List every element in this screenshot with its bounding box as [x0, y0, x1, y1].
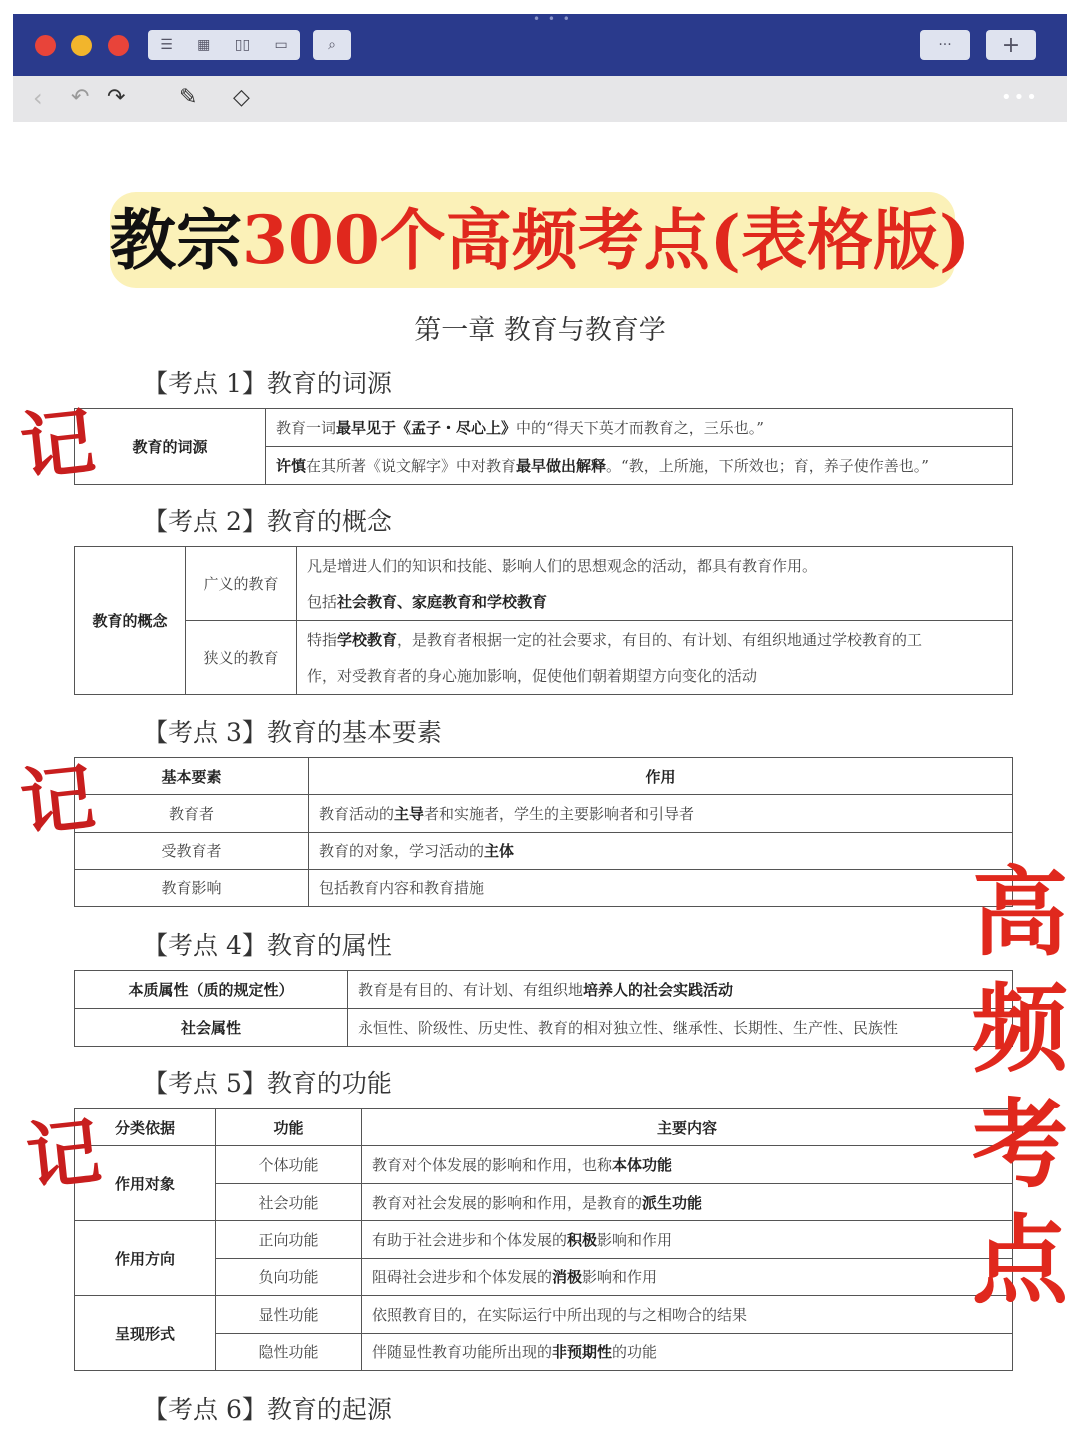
undo-icon[interactable]: ↶	[71, 85, 90, 110]
table-cell: 社会属性	[75, 1009, 348, 1047]
side-note-char: 频	[972, 972, 1068, 1085]
attributes-table	[74, 970, 1013, 1047]
table-cell: 凡是增进人们的知识和技能、影响人们的思想观念的活动，都具有教育作用。	[297, 547, 1013, 584]
book-icon[interactable]: ▯▯	[234, 37, 251, 53]
memo-mark: 记	[16, 398, 99, 492]
side-note-char: 高	[972, 856, 1068, 969]
table-cell: 教育活动的主导者和实施者，学生的主要影响者和引导者	[309, 795, 1013, 832]
elements-table	[74, 757, 1013, 907]
table-cell: 作，对受教育者的身心施加影响，促使他们朝着期望方向变化的活动	[297, 658, 1013, 695]
table-cell: 教育对个体发展的影响和作用，也称本体功能	[362, 1146, 1013, 1183]
point-heading-6: 【考点 6】教育的起源	[143, 1395, 392, 1424]
point-heading-3: 【考点 3】教育的基本要素	[143, 718, 442, 747]
table-cell: 正向功能	[216, 1221, 362, 1258]
table-cell: 有助于社会进步和个体发展的积极影响和作用	[362, 1221, 1013, 1258]
table-cell: 广义的教育	[186, 547, 297, 621]
redo-icon[interactable]: ↷	[107, 85, 126, 110]
point-heading-4: 【考点 4】教育的属性	[143, 931, 392, 960]
table-cell: 教育对社会发展的影响和作用，是教育的派生功能	[362, 1183, 1013, 1220]
memo-mark: 记	[16, 754, 99, 848]
chapter-heading: 第一章 教育与教育学	[414, 315, 666, 346]
table-cell: 本质属性（质的规定性）	[75, 971, 348, 1009]
table-cell: 负向功能	[216, 1258, 362, 1295]
table-header: 主要内容	[362, 1109, 1013, 1146]
table-cell: 个体功能	[216, 1146, 362, 1183]
table-cell: 教育是有目的、有计划、有组织地培养人的社会实践活动	[348, 971, 1013, 1009]
point-heading-2: 【考点 2】教育的概念	[143, 507, 392, 536]
minimize-window-button[interactable]	[71, 35, 92, 56]
table-cell: 显性功能	[216, 1296, 362, 1333]
table-cell: 阻碍社会进步和个体发展的消极影响和作用	[362, 1258, 1013, 1295]
table-cell: 教育者	[75, 795, 309, 832]
table-cell: 社会功能	[216, 1183, 362, 1220]
plus-icon: +	[1001, 32, 1021, 58]
point-heading-5: 【考点 5】教育的功能	[143, 1069, 392, 1098]
memo-mark: 记	[22, 1108, 105, 1202]
table-row-head: 教育的词源	[75, 409, 266, 485]
etymology-table	[74, 408, 1013, 485]
view-switcher	[148, 30, 300, 60]
layout-icon[interactable]: ▭	[274, 37, 288, 53]
table-cell: 教育影响	[75, 869, 309, 906]
title-part-red: 300个高频考点(表格版)	[242, 201, 971, 279]
table-cell: 包括社会教育、家庭教育和学校教育	[297, 584, 1013, 621]
back-icon[interactable]: ‹	[33, 84, 43, 112]
maximize-window-button[interactable]	[108, 35, 129, 56]
table-header: 作用	[309, 758, 1013, 795]
window-titlebar	[13, 14, 1067, 76]
table-cell: 包括教育内容和教育措施	[309, 869, 1013, 906]
title-part-black: 教宗	[110, 201, 242, 279]
table-header: 分类依据	[75, 1109, 216, 1146]
search-button[interactable]	[313, 30, 351, 60]
table-cell: 伴随显性教育功能所出现的非预期性的功能	[362, 1333, 1013, 1370]
close-window-button[interactable]	[35, 35, 56, 56]
eraser-icon[interactable]: ◇	[233, 85, 250, 110]
pen-icon[interactable]: ✎	[179, 85, 198, 110]
table-header: 功能	[216, 1109, 362, 1146]
more-options-icon[interactable]: •••	[1001, 87, 1039, 108]
table-cell: 隐性功能	[216, 1333, 362, 1370]
table-header: 基本要素	[75, 758, 309, 795]
grid-icon[interactable]: ▦	[197, 37, 211, 53]
add-button[interactable]	[986, 30, 1036, 60]
table-cell: 狭义的教育	[186, 621, 297, 695]
more-button[interactable]	[920, 30, 970, 60]
edit-toolbar	[13, 76, 1067, 122]
table-cell: 依照教育目的，在实际运行中所出现的与之相吻合的结果	[362, 1296, 1013, 1333]
table-row-head: 教育的概念	[75, 547, 186, 695]
table-cell: 作用对象	[75, 1146, 216, 1221]
table-cell: 呈现形式	[75, 1296, 216, 1371]
side-note-char: 考	[972, 1088, 1068, 1201]
side-note-char: 点	[972, 1204, 1068, 1317]
functions-table	[74, 1108, 1013, 1371]
table-cell: 许慎在其所著《说文解字》中对教育最早做出解释。“教，上所施，下所效也；育，养子使作善也。”	[266, 447, 1013, 485]
document-title	[110, 192, 971, 288]
more-icon: ···	[938, 37, 952, 53]
point-heading-1: 【考点 1】教育的词源	[143, 369, 392, 398]
table-cell: 教育的对象，学习活动的主体	[309, 832, 1013, 869]
table-cell: 教育一词最早见于《孟子・尽心上》中的“得天下英才而教育之，三乐也。”	[266, 409, 1013, 447]
search-icon: ⌕	[328, 37, 336, 53]
table-cell: 作用方向	[75, 1221, 216, 1296]
concept-table	[74, 546, 1013, 695]
list-icon[interactable]: ☰	[160, 37, 173, 53]
drag-handle[interactable]: • • •	[533, 12, 572, 26]
table-cell: 受教育者	[75, 832, 309, 869]
table-cell: 特指学校教育，是教育者根据一定的社会要求，有目的、有计划、有组织地通过学校教育的工	[297, 621, 1013, 658]
table-cell: 永恒性、阶级性、历史性、教育的相对独立性、继承性、长期性、生产性、民族性	[348, 1009, 1013, 1047]
